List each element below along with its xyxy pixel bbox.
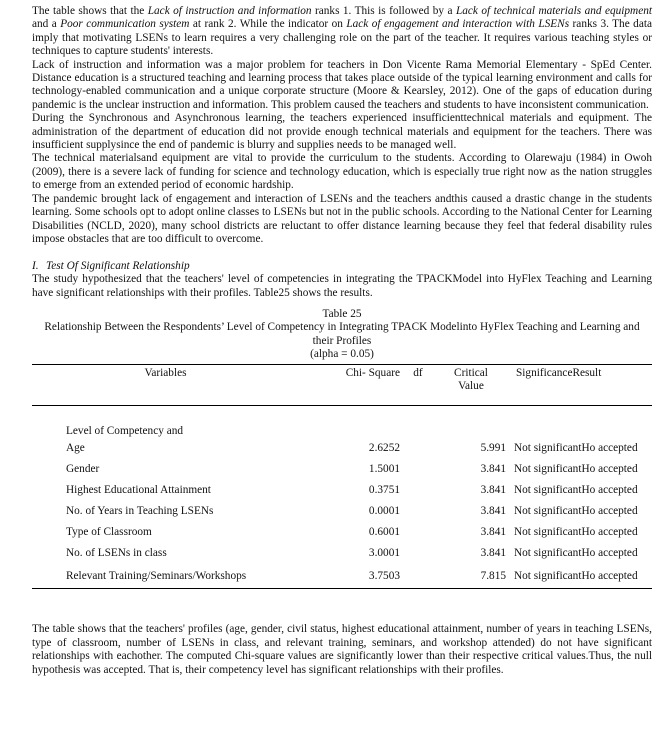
section-paragraph: The study hypothesized that the teachers' level of competencies in integrating the TPACKModel into HyFlex Teaching and Learning have significant relationships with their profiles. Table25 shows the results. [32,273,652,299]
table-row [32,480,652,501]
group-label: Level of Competency and [66,424,184,437]
cell-variable: Relevant Training/Seminars/Workshops [32,564,299,589]
cell-df [400,522,436,543]
cell-df [400,543,436,564]
cell-result: Not significantHo accepted [514,526,638,539]
table-row [32,459,652,480]
body-paragraph [32,59,652,113]
cell-result: Not significantHo accepted [506,564,652,589]
italic-phrase: Lack of technical materials and equipment [455,5,653,17]
table-row [32,522,652,543]
cell-variable: Age [66,442,85,455]
cell-variable: No. of Years in Teaching LSENs [66,505,214,518]
cell-critical-value: 3.841 [480,463,506,476]
body-paragraphs [32,5,652,246]
text-run: During the Synchronous and Asynchronous learning, the teachers experienced insufficienttechnical materials and equipment. The administration of the department of education did not provide enough technical materials and equipment for the teachers. There was insufficient supplysince the end of pandemic is blurry and supplies needs to be managed well. [32,112,652,152]
closing-paragraph: The table shows that the teachers' profiles (age, gender, civil status, highest educational attainment, number of years in teaching LSENs, type of classroom, number of LSENs in class, and relevant training, seminars, and workshop attended) do not have significant relationships with eachother. The computed Chi-square values are significantly lower than their respective critical values.Thus, the null hypothesis was accepted. That is, their competency level has significant relationships with their profiles. [32,623,652,676]
cell-result: Not significantHo accepted [514,442,638,455]
cell-chi-square: 0.6001 [368,526,400,539]
cell-df [400,438,436,459]
text-run: ranks 1. This is followed by a [311,5,456,17]
header-variables: Variables [144,366,187,379]
table-group-row [32,406,652,439]
cell-df [400,501,436,522]
text-run: and a [32,18,61,31]
text-run: The pandemic brought lack of engagement and interaction of LSENs and the teachers andthis caused a drastic change in the students learning. Some schools opt to adopt online classes to LSENs but not in the public schools. According to the National Center for Learning Disabilities (NCLD, 2020), many school districts are reluctant to offer distance learning because they feel that federal disability rules impose obstacles that are too difficult to overcome. [32,192,652,245]
text-run: The table shows that the [32,5,148,17]
cell-critical-value: 3.841 [480,484,506,497]
header-critical-value: Critical Value [454,366,488,392]
header-df: df [413,366,423,379]
italic-phrase: Poor communication system [60,18,190,31]
table-title-line2: their Profiles [312,334,372,347]
table-alpha: (alpha = 0.05) [310,348,374,361]
cell-result: Not significantHo accepted [514,484,638,497]
text-run: Lack of instruction and information was a major problem for teachers in Don Vicente Rama Memorial Elementary - SpEd Center. Distance education is a structured teaching and learning process that takes place outside of the typical learning environment and calls for technology-enabled communication and a unique corporate structure (Moore & Kearsley, 2012). One of the gaps of education during pandemic is the unclear instruction and information. This problem caused the teachers and students to have inconsistent communication. [32,58,652,111]
table-label: Table 25 [322,307,362,320]
cell-chi-square: 1.5001 [368,463,400,476]
italic-phrase: Lack of instruction and information [147,5,312,17]
cell-variable: No. of LSENs in class [66,547,167,560]
header-chi-square: Chi- Square [345,366,400,379]
cell-chi-square: 2.6252 [368,442,400,455]
cell-df [400,480,436,501]
cell-critical-value: 7.815 [436,564,506,589]
section-number: I. [32,259,39,272]
body-paragraph [32,193,652,247]
table-row [32,564,652,589]
italic-phrase: Lack of engagement and interaction with LSENs [346,18,570,31]
table-header-row [32,364,652,406]
table-row [32,543,652,564]
section-heading [32,260,652,273]
section-title: Test Of Significant Relationship [46,259,190,272]
cell-variable: Gender [66,463,100,476]
cell-df [400,459,436,480]
text-run: at rank 2. While the indicator on [189,18,347,31]
header-significance: SignificanceResult [516,366,602,379]
table-title: Relationship Between the Respondents’ Level of Competency in Integrating TPACK Modelinto HyFlex Teaching and Learning and [44,321,640,334]
results-table [32,364,652,590]
body-paragraph [32,5,652,59]
cell-critical-value: 3.841 [480,505,506,518]
cell-chi-square: 0.0001 [368,505,400,518]
cell-chi-square: 3.7503 [299,564,400,589]
cell-df [400,564,436,589]
cell-result: Not significantHo accepted [514,547,638,560]
cell-result: Not significantHo accepted [514,463,638,476]
text-run: ranks 3. The data imply that motivating LSENs to learn requires a very challenging role on the part of the teacher. It requires various teaching styles or techniques to capture students' interests. [32,18,652,58]
cell-variable: Type of Classroom [66,526,152,539]
table-row [32,501,652,522]
cell-chi-square: 3.0001 [368,547,400,560]
cell-critical-value: 5.991 [480,442,506,455]
cell-variable: Highest Educational Attainment [66,484,211,497]
cell-critical-value: 3.841 [480,526,506,539]
table-row [32,438,652,459]
body-paragraph [32,112,652,152]
table-caption [32,308,652,362]
cell-critical-value: 3.841 [480,547,506,560]
cell-chi-square: 0.3751 [368,484,400,497]
text-run: The technical materialsand equipment are vital to provide the curriculum to the students. According to Olarewaju (1984) in Owoh (2009), there is a severe lack of funding for science and technology education, which is especially true right now as the nation struggles to emerge from an extended period of economic hardship. [32,152,652,192]
document-page [32,5,652,677]
body-paragraph [32,152,652,192]
cell-result: Not significantHo accepted [514,505,638,518]
